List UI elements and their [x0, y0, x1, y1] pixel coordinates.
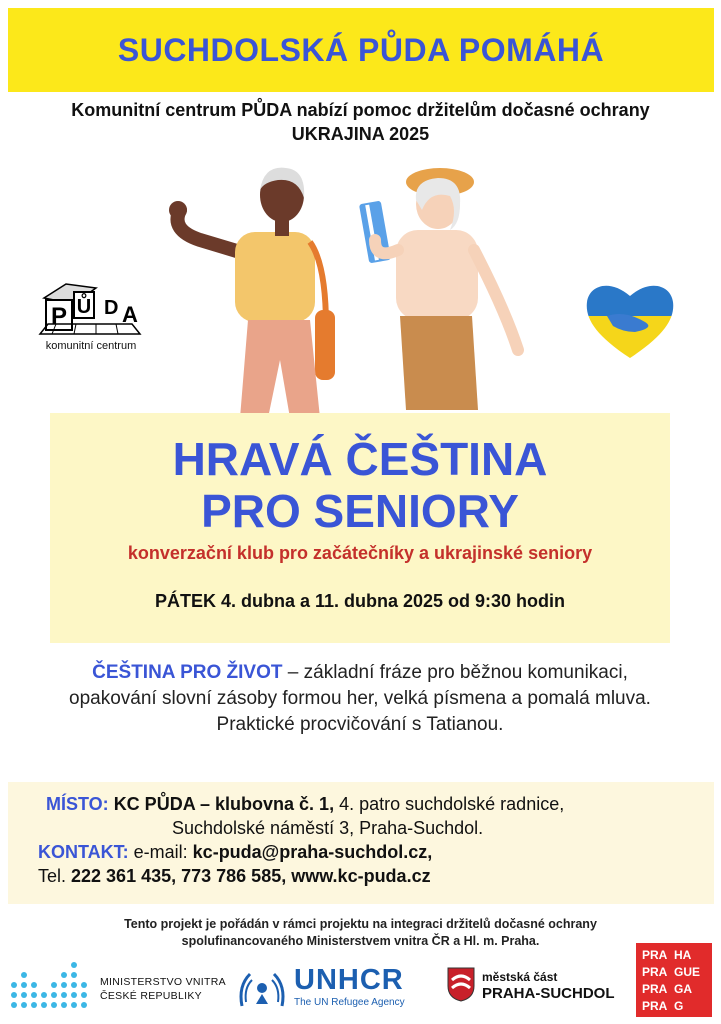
praha-cell: PRA	[642, 982, 668, 996]
ministry-logo	[8, 955, 238, 1015]
svg-text:A: A	[122, 302, 138, 327]
subtitle-line2: UKRAJINA 2025	[291, 124, 430, 144]
puda-logo-graphic	[36, 278, 146, 340]
event-subtitle: konverzační klub pro začátečníky a ukrajinské seniory	[127, 543, 593, 563]
event-date: PÁTEK 4. dubna a 11. dubna 2025 od 9:30 hodin	[154, 591, 566, 611]
unhcr-emblem-icon	[236, 966, 288, 1010]
contact-label: KONTAKT:	[38, 842, 129, 862]
praha-cell: PRA	[642, 999, 668, 1013]
place-line2: Suchdolské náměstí 3, Praha-Suchdol.	[172, 818, 484, 838]
event-box	[50, 413, 670, 643]
footer-line1: Tento projekt je pořádán v rámci projektu na integraci držitelů dočasné ochrany	[124, 917, 597, 931]
suchdol-line2: PRAHA-SUCHDOL	[482, 985, 615, 1002]
tel-line	[38, 864, 431, 888]
unhcr-tagline: The UN Refugee Agency	[294, 997, 405, 1008]
ministry-line1: MINISTERSTVO VNITRA	[100, 976, 226, 988]
praha-cell: PRA	[642, 948, 668, 962]
footer-note	[0, 916, 721, 950]
banner-title: SUCHDOLSKÁ PŮDA POMÁHÁ	[117, 31, 605, 68]
contact-line	[38, 840, 432, 864]
info-box	[8, 782, 714, 904]
top-banner	[8, 8, 714, 92]
contact-email[interactable]: kc-puda@praha-suchdol.cz,	[192, 842, 433, 862]
place-label: MÍSTO:	[46, 794, 109, 814]
praha-logo	[636, 943, 712, 1017]
praha-suchdol-logo	[446, 966, 626, 1010]
svg-text:P: P	[50, 303, 68, 330]
event-title-line2: PRO SENIORY	[201, 485, 519, 537]
praha-logo-grid	[642, 947, 706, 1015]
ukraine-heart-icon	[585, 280, 675, 360]
suchdol-coat-of-arms-icon	[446, 966, 476, 1002]
praha-cell: PRA	[642, 965, 668, 979]
ministry-logo-graphic	[8, 955, 92, 1015]
footer-line2: spolufinancovaného Ministerstvem vnitra ČR a Hl. m. Praha.	[181, 934, 540, 948]
svg-text:D: D	[104, 297, 119, 319]
praha-cell: HA	[674, 948, 692, 962]
subtitle	[0, 98, 721, 146]
tel-numbers[interactable]: 222 361 435, 773 786 585, www.kc-puda.cz	[71, 866, 431, 886]
suchdol-line1: městská část	[482, 970, 558, 984]
puda-logo	[36, 278, 146, 358]
praha-cell: GUE	[674, 965, 701, 979]
place-line	[46, 792, 564, 816]
place-rest: 4. patro suchdolské radnice,	[334, 794, 565, 814]
description	[50, 660, 670, 738]
unhcr-logo	[236, 966, 436, 1012]
puda-logo-caption: komunitní centrum	[45, 340, 137, 352]
unhcr-name: UNHCR	[294, 964, 404, 996]
event-title	[50, 433, 670, 537]
contact-email-prefix: e-mail:	[128, 842, 193, 862]
description-highlight: ČEŠTINA PRO ŽIVOT	[92, 662, 283, 683]
description-text: – základní fráze pro běžnou komunikaci, opakování slovní zásoby formou her, velká písmena a pomalá mluva. Praktické procvičování s Tatianou.	[69, 662, 651, 735]
praha-cell: GA	[674, 982, 692, 996]
praha-cell: G	[674, 999, 684, 1013]
subtitle-line1: Komunitní centrum PŮDA nabízí pomoc držitelům dočasné ochrany	[71, 100, 650, 120]
tel-prefix: Tel.	[38, 866, 72, 886]
event-title-line1: HRAVÁ ČEŠTINA	[172, 433, 548, 485]
svg-text:Ů: Ů	[76, 296, 92, 318]
ministry-logo-text	[100, 975, 226, 1003]
seniors-illustration	[160, 160, 530, 418]
place-venue: KC PŮDA – klubovna č. 1,	[113, 794, 335, 814]
ministry-line2: ČESKÉ REPUBLIKY	[100, 990, 202, 1002]
